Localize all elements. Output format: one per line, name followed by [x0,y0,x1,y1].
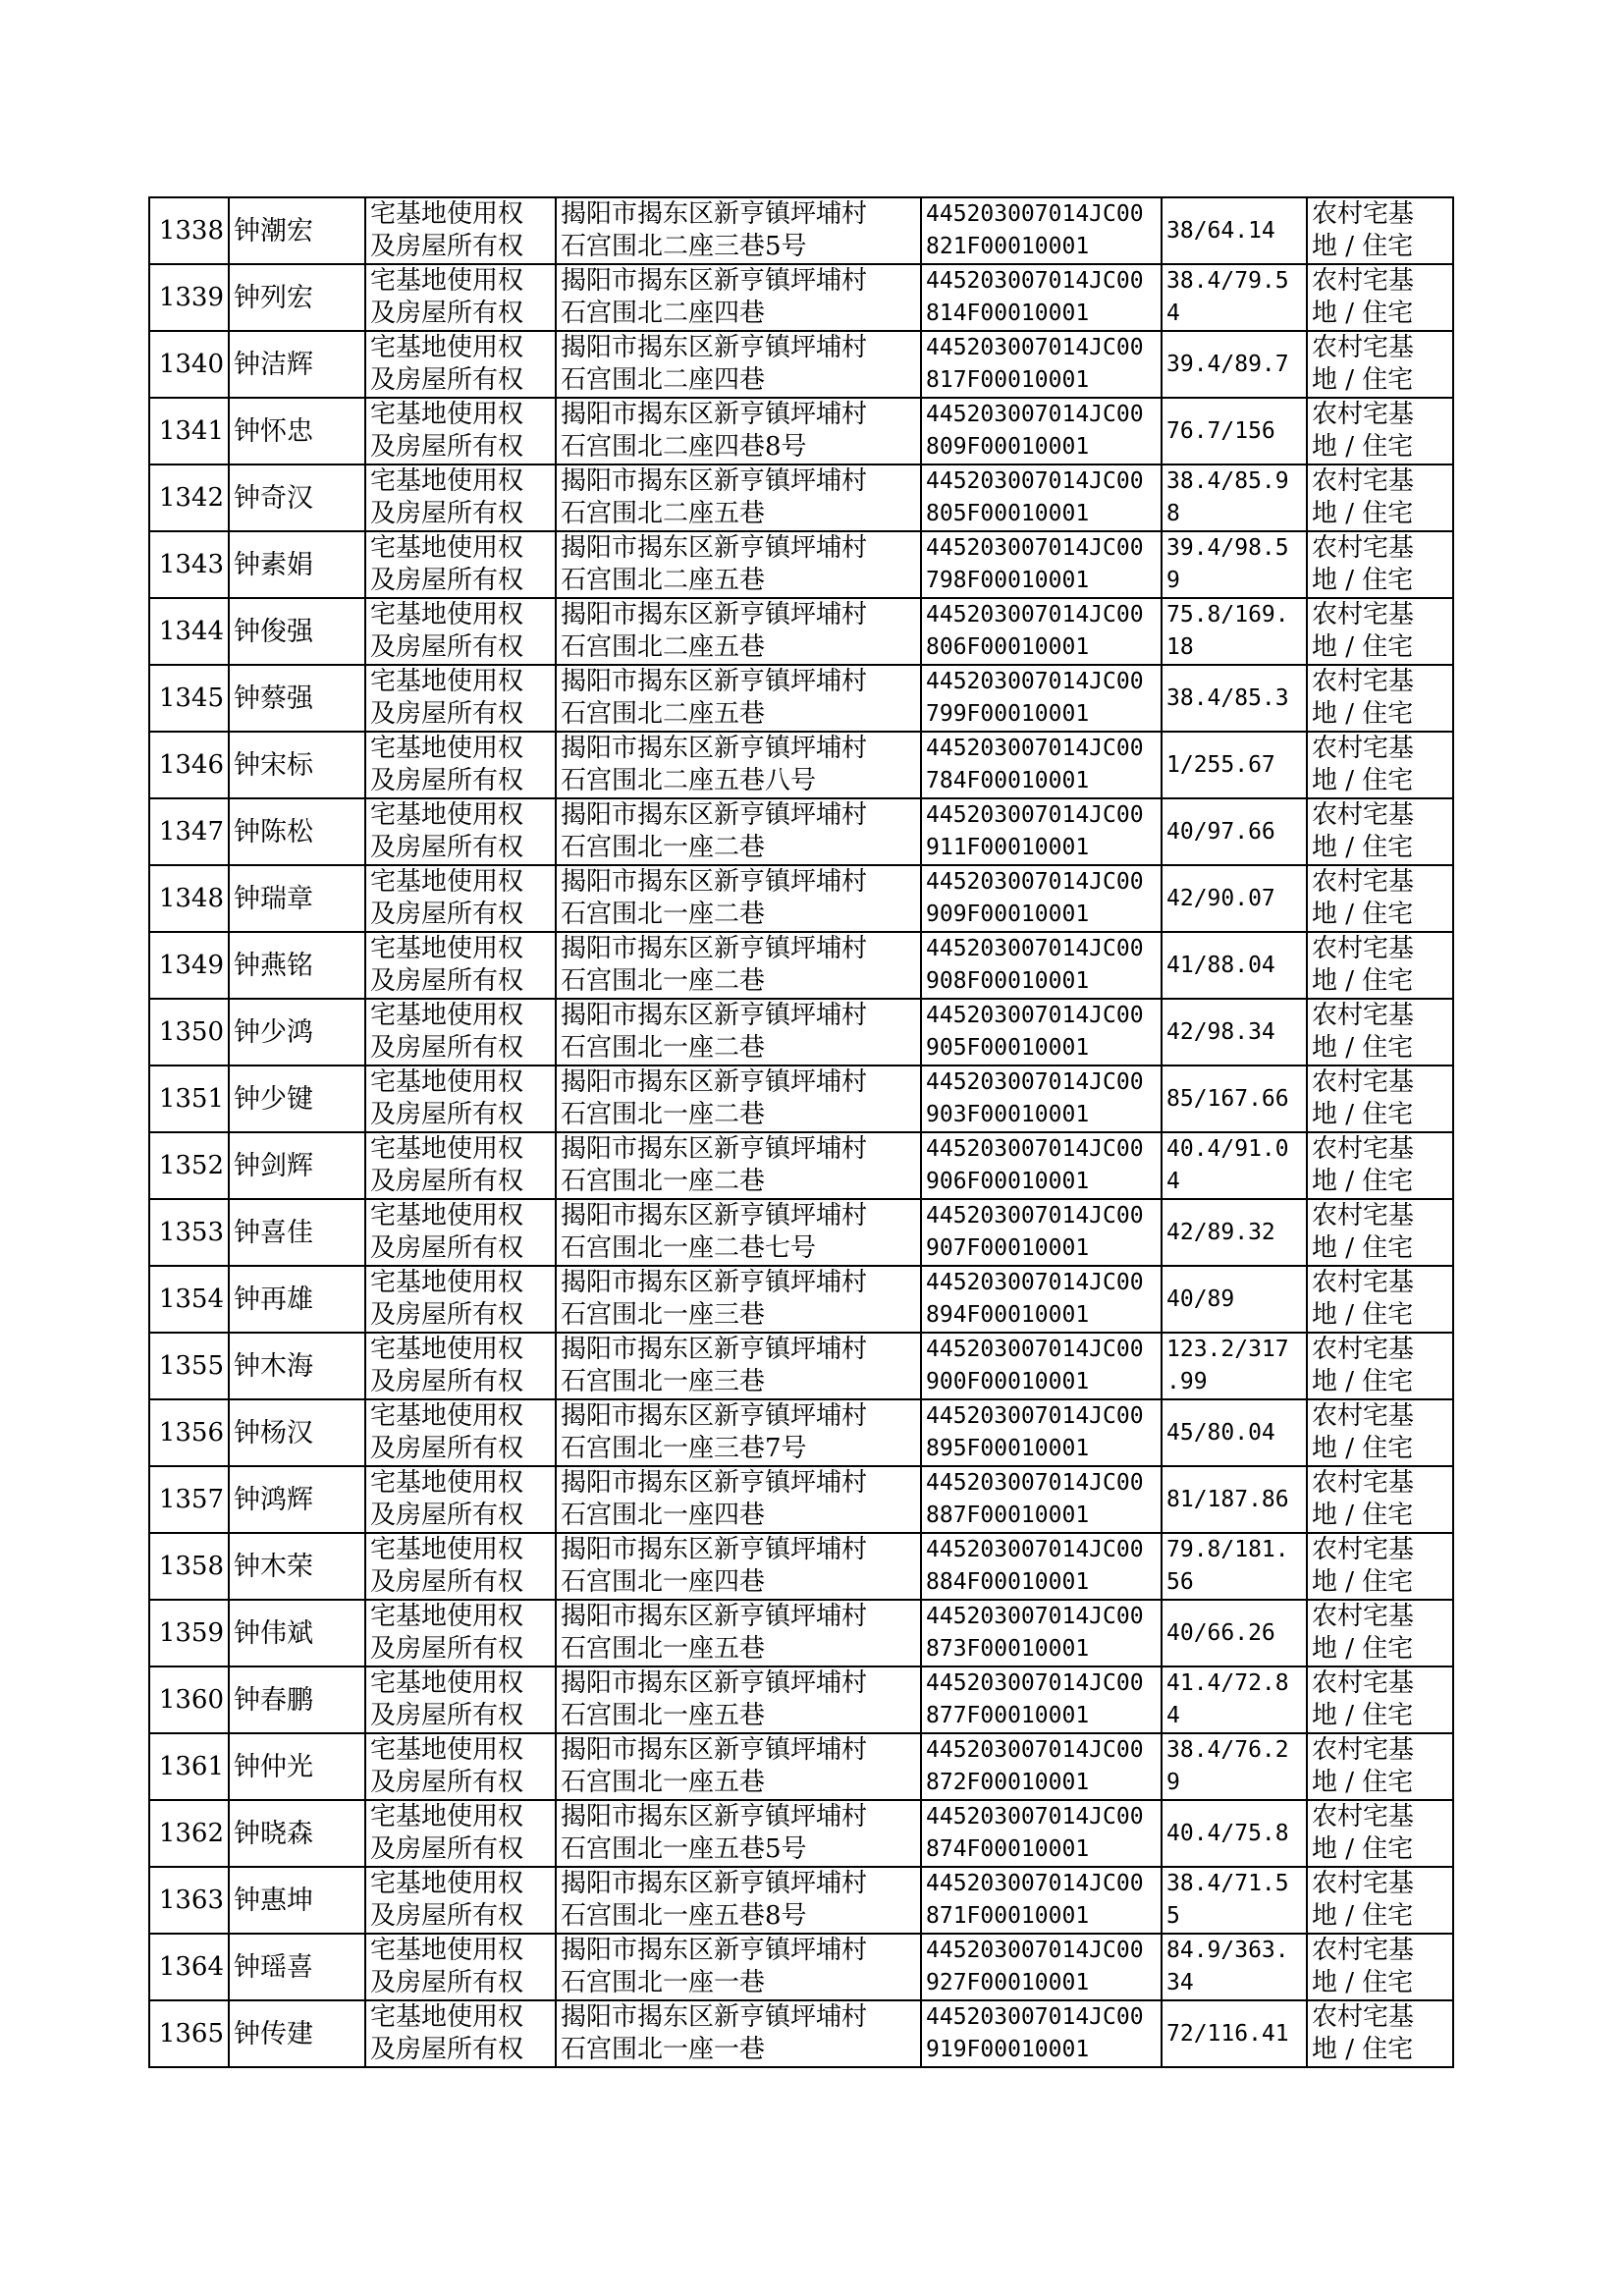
area-value-cell: 40/97.66 [1162,798,1307,865]
unit-code-cell: 445203007014JC00 919F00010001 [921,2000,1162,2067]
land-use-cell: 农村宅基 地 / 住宅 [1307,1466,1453,1533]
area-value-cell: 75.8/169. 18 [1162,598,1307,665]
owner-name-cell: 钟杨汉 [229,1399,365,1466]
owner-name-cell: 钟怀忠 [229,398,365,464]
land-use-cell: 农村宅基 地 / 住宅 [1307,1867,1453,1934]
property-address-cell: 揭阳市揭东区新亨镇坪埔村 石宫围北一座五巷 [556,1667,921,1733]
land-use-cell: 农村宅基 地 / 住宅 [1307,1934,1453,2000]
owner-name-cell: 钟潮宏 [229,197,365,264]
land-use-cell: 农村宅基 地 / 住宅 [1307,1600,1453,1667]
row-number-cell: 1338 [149,197,229,264]
property-address-cell: 揭阳市揭东区新亨镇坪埔村 石宫围北一座二巷 [556,1066,921,1132]
area-value-cell: 85/167.66 [1162,1066,1307,1132]
land-use-cell: 农村宅基 地 / 住宅 [1307,865,1453,932]
row-number-cell: 1349 [149,932,229,999]
unit-code-cell: 445203007014JC00 805F00010001 [921,464,1162,531]
table-row [149,1333,1453,1399]
area-value-cell: 76.7/156 [1162,398,1307,464]
unit-code-cell: 445203007014JC00 871F00010001 [921,1867,1162,1934]
right-type-cell: 宅基地使用权 及房屋所有权 [365,1333,556,1399]
right-type-cell: 宅基地使用权 及房屋所有权 [365,865,556,932]
right-type-cell: 宅基地使用权 及房屋所有权 [365,1533,556,1600]
row-number-cell: 1339 [149,264,229,331]
table-row [149,1667,1453,1733]
property-address-cell: 揭阳市揭东区新亨镇坪埔村 石宫围北一座一巷 [556,2000,921,2067]
row-number-cell: 1357 [149,1466,229,1533]
land-use-cell: 农村宅基 地 / 住宅 [1307,999,1453,1066]
right-type-cell: 宅基地使用权 及房屋所有权 [365,999,556,1066]
owner-name-cell: 钟惠坤 [229,1867,365,1934]
right-type-cell: 宅基地使用权 及房屋所有权 [365,197,556,264]
land-use-cell: 农村宅基 地 / 住宅 [1307,665,1453,732]
right-type-cell: 宅基地使用权 及房屋所有权 [365,1600,556,1667]
unit-code-cell: 445203007014JC00 817F00010001 [921,331,1162,398]
table-row [149,665,1453,732]
owner-name-cell: 钟传建 [229,2000,365,2067]
land-use-cell: 农村宅基 地 / 住宅 [1307,331,1453,398]
right-type-cell: 宅基地使用权 及房屋所有权 [365,1800,556,1867]
owner-name-cell: 钟木海 [229,1333,365,1399]
owner-name-cell: 钟俊强 [229,598,365,665]
property-address-cell: 揭阳市揭东区新亨镇坪埔村 石宫围北二座四巷8号 [556,398,921,464]
unit-code-cell: 445203007014JC00 906F00010001 [921,1132,1162,1199]
land-use-cell: 农村宅基 地 / 住宅 [1307,1066,1453,1132]
table-row [149,197,1453,264]
row-number-cell: 1348 [149,865,229,932]
right-type-cell: 宅基地使用权 及房屋所有权 [365,531,556,598]
owner-name-cell: 钟剑辉 [229,1132,365,1199]
owner-name-cell: 钟仲光 [229,1733,365,1800]
property-address-cell: 揭阳市揭东区新亨镇坪埔村 石宫围北二座五巷 [556,464,921,531]
property-address-cell: 揭阳市揭东区新亨镇坪埔村 石宫围北一座二巷 [556,1132,921,1199]
property-address-cell: 揭阳市揭东区新亨镇坪埔村 石宫围北一座二巷 [556,999,921,1066]
table-row [149,865,1453,932]
table-row [149,331,1453,398]
area-value-cell: 41.4/72.8 4 [1162,1667,1307,1733]
row-number-cell: 1360 [149,1667,229,1733]
registry-table-body [149,197,1453,2067]
right-type-cell: 宅基地使用权 及房屋所有权 [365,1266,556,1333]
area-value-cell: 45/80.04 [1162,1399,1307,1466]
row-number-cell: 1345 [149,665,229,732]
area-value-cell: 39.4/98.5 9 [1162,531,1307,598]
owner-name-cell: 钟素娟 [229,531,365,598]
property-address-cell: 揭阳市揭东区新亨镇坪埔村 石宫围北一座五巷5号 [556,1800,921,1867]
table-row [149,1533,1453,1600]
right-type-cell: 宅基地使用权 及房屋所有权 [365,1667,556,1733]
row-number-cell: 1365 [149,2000,229,2067]
right-type-cell: 宅基地使用权 及房屋所有权 [365,1867,556,1934]
property-address-cell: 揭阳市揭东区新亨镇坪埔村 石宫围北一座二巷 [556,932,921,999]
table-row [149,1867,1453,1934]
row-number-cell: 1353 [149,1199,229,1266]
area-value-cell: 42/89.32 [1162,1199,1307,1266]
property-address-cell: 揭阳市揭东区新亨镇坪埔村 石宫围北一座四巷 [556,1533,921,1600]
row-number-cell: 1344 [149,598,229,665]
right-type-cell: 宅基地使用权 及房屋所有权 [365,1466,556,1533]
area-value-cell: 123.2/317 .99 [1162,1333,1307,1399]
unit-code-cell: 445203007014JC00 895F00010001 [921,1399,1162,1466]
property-address-cell: 揭阳市揭东区新亨镇坪埔村 石宫围北一座三巷7号 [556,1399,921,1466]
area-value-cell: 42/98.34 [1162,999,1307,1066]
row-number-cell: 1363 [149,1867,229,1934]
right-type-cell: 宅基地使用权 及房屋所有权 [365,1132,556,1199]
land-use-cell: 农村宅基 地 / 住宅 [1307,598,1453,665]
owner-name-cell: 钟木荣 [229,1533,365,1600]
right-type-cell: 宅基地使用权 及房屋所有权 [365,798,556,865]
property-address-cell: 揭阳市揭东区新亨镇坪埔村 石宫围北一座五巷8号 [556,1867,921,1934]
land-use-cell: 农村宅基 地 / 住宅 [1307,1733,1453,1800]
property-address-cell: 揭阳市揭东区新亨镇坪埔村 石宫围北二座五巷 [556,598,921,665]
table-row [149,598,1453,665]
right-type-cell: 宅基地使用权 及房屋所有权 [365,665,556,732]
area-value-cell: 38.4/85.9 8 [1162,464,1307,531]
registry-table [148,196,1454,2068]
area-value-cell: 42/90.07 [1162,865,1307,932]
table-row [149,1800,1453,1867]
land-use-cell: 农村宅基 地 / 住宅 [1307,1800,1453,1867]
table-row [149,732,1453,798]
land-use-cell: 农村宅基 地 / 住宅 [1307,732,1453,798]
unit-code-cell: 445203007014JC00 798F00010001 [921,531,1162,598]
area-value-cell: 40/89 [1162,1266,1307,1333]
owner-name-cell: 钟陈松 [229,798,365,865]
area-value-cell: 84.9/363. 34 [1162,1934,1307,2000]
property-address-cell: 揭阳市揭东区新亨镇坪埔村 石宫围北二座四巷 [556,264,921,331]
area-value-cell: 40.4/75.8 [1162,1800,1307,1867]
unit-code-cell: 445203007014JC00 873F00010001 [921,1600,1162,1667]
right-type-cell: 宅基地使用权 及房屋所有权 [365,1934,556,2000]
row-number-cell: 1342 [149,464,229,531]
unit-code-cell: 445203007014JC00 809F00010001 [921,398,1162,464]
table-row [149,464,1453,531]
owner-name-cell: 钟瑶喜 [229,1934,365,2000]
area-value-cell: 41/88.04 [1162,932,1307,999]
unit-code-cell: 445203007014JC00 909F00010001 [921,865,1162,932]
property-address-cell: 揭阳市揭东区新亨镇坪埔村 石宫围北一座二巷七号 [556,1199,921,1266]
land-use-cell: 农村宅基 地 / 住宅 [1307,798,1453,865]
area-value-cell: 38.4/79.5 4 [1162,264,1307,331]
area-value-cell: 1/255.67 [1162,732,1307,798]
row-number-cell: 1351 [149,1066,229,1132]
row-number-cell: 1347 [149,798,229,865]
land-use-cell: 农村宅基 地 / 住宅 [1307,197,1453,264]
table-row [149,1132,1453,1199]
table-row [149,1399,1453,1466]
table-row [149,398,1453,464]
property-address-cell: 揭阳市揭东区新亨镇坪埔村 石宫围北二座五巷 [556,665,921,732]
land-use-cell: 农村宅基 地 / 住宅 [1307,531,1453,598]
unit-code-cell: 445203007014JC00 927F00010001 [921,1934,1162,2000]
unit-code-cell: 445203007014JC00 911F00010001 [921,798,1162,865]
land-use-cell: 农村宅基 地 / 住宅 [1307,1533,1453,1600]
table-row [149,1199,1453,1266]
row-number-cell: 1354 [149,1266,229,1333]
area-value-cell: 38.4/85.3 [1162,665,1307,732]
owner-name-cell: 钟瑞章 [229,865,365,932]
table-row [149,531,1453,598]
table-row [149,1066,1453,1132]
owner-name-cell: 钟春鹏 [229,1667,365,1733]
property-address-cell: 揭阳市揭东区新亨镇坪埔村 石宫围北一座三巷 [556,1266,921,1333]
unit-code-cell: 445203007014JC00 903F00010001 [921,1066,1162,1132]
table-row [149,932,1453,999]
land-use-cell: 农村宅基 地 / 住宅 [1307,1266,1453,1333]
unit-code-cell: 445203007014JC00 905F00010001 [921,999,1162,1066]
property-address-cell: 揭阳市揭东区新亨镇坪埔村 石宫围北二座五巷 [556,531,921,598]
unit-code-cell: 445203007014JC00 908F00010001 [921,932,1162,999]
right-type-cell: 宅基地使用权 及房屋所有权 [365,331,556,398]
owner-name-cell: 钟列宏 [229,264,365,331]
unit-code-cell: 445203007014JC00 900F00010001 [921,1333,1162,1399]
unit-code-cell: 445203007014JC00 799F00010001 [921,665,1162,732]
property-address-cell: 揭阳市揭东区新亨镇坪埔村 石宫围北二座三巷5号 [556,197,921,264]
row-number-cell: 1362 [149,1800,229,1867]
area-value-cell: 39.4/89.7 [1162,331,1307,398]
area-value-cell: 38.4/71.5 5 [1162,1867,1307,1934]
row-number-cell: 1361 [149,1733,229,1800]
land-use-cell: 农村宅基 地 / 住宅 [1307,398,1453,464]
area-value-cell: 38.4/76.2 9 [1162,1733,1307,1800]
owner-name-cell: 钟少键 [229,1066,365,1132]
unit-code-cell: 445203007014JC00 874F00010001 [921,1800,1162,1867]
row-number-cell: 1350 [149,999,229,1066]
area-value-cell: 40/66.26 [1162,1600,1307,1667]
table-row [149,1466,1453,1533]
row-number-cell: 1341 [149,398,229,464]
area-value-cell: 72/116.41 [1162,2000,1307,2067]
land-use-cell: 农村宅基 地 / 住宅 [1307,932,1453,999]
land-use-cell: 农村宅基 地 / 住宅 [1307,1399,1453,1466]
right-type-cell: 宅基地使用权 及房屋所有权 [365,1199,556,1266]
table-row [149,1266,1453,1333]
owner-name-cell: 钟鸿辉 [229,1466,365,1533]
land-use-cell: 农村宅基 地 / 住宅 [1307,1667,1453,1733]
property-address-cell: 揭阳市揭东区新亨镇坪埔村 石宫围北一座五巷 [556,1600,921,1667]
property-address-cell: 揭阳市揭东区新亨镇坪埔村 石宫围北一座二巷 [556,798,921,865]
owner-name-cell: 钟伟斌 [229,1600,365,1667]
table-row [149,1733,1453,1800]
right-type-cell: 宅基地使用权 及房屋所有权 [365,932,556,999]
unit-code-cell: 445203007014JC00 784F00010001 [921,732,1162,798]
right-type-cell: 宅基地使用权 及房屋所有权 [365,732,556,798]
unit-code-cell: 445203007014JC00 806F00010001 [921,598,1162,665]
row-number-cell: 1340 [149,331,229,398]
unit-code-cell: 445203007014JC00 907F00010001 [921,1199,1162,1266]
property-address-cell: 揭阳市揭东区新亨镇坪埔村 石宫围北二座五巷八号 [556,732,921,798]
owner-name-cell: 钟喜佳 [229,1199,365,1266]
owner-name-cell: 钟奇汉 [229,464,365,531]
table-row [149,798,1453,865]
owner-name-cell: 钟宋标 [229,732,365,798]
owner-name-cell: 钟洁辉 [229,331,365,398]
unit-code-cell: 445203007014JC00 821F00010001 [921,197,1162,264]
unit-code-cell: 445203007014JC00 884F00010001 [921,1533,1162,1600]
land-use-cell: 农村宅基 地 / 住宅 [1307,264,1453,331]
right-type-cell: 宅基地使用权 及房屋所有权 [365,1066,556,1132]
area-value-cell: 40.4/91.0 4 [1162,1132,1307,1199]
table-row [149,264,1453,331]
owner-name-cell: 钟蔡强 [229,665,365,732]
land-use-cell: 农村宅基 地 / 住宅 [1307,2000,1453,2067]
table-row [149,1934,1453,2000]
right-type-cell: 宅基地使用权 及房屋所有权 [365,1733,556,1800]
unit-code-cell: 445203007014JC00 877F00010001 [921,1667,1162,1733]
owner-name-cell: 钟少鸿 [229,999,365,1066]
owner-name-cell: 钟再雄 [229,1266,365,1333]
right-type-cell: 宅基地使用权 及房屋所有权 [365,1399,556,1466]
land-use-cell: 农村宅基 地 / 住宅 [1307,1199,1453,1266]
right-type-cell: 宅基地使用权 及房屋所有权 [365,2000,556,2067]
right-type-cell: 宅基地使用权 及房屋所有权 [365,398,556,464]
unit-code-cell: 445203007014JC00 872F00010001 [921,1733,1162,1800]
row-number-cell: 1346 [149,732,229,798]
owner-name-cell: 钟晓森 [229,1800,365,1867]
row-number-cell: 1355 [149,1333,229,1399]
row-number-cell: 1356 [149,1399,229,1466]
area-value-cell: 81/187.86 [1162,1466,1307,1533]
property-address-cell: 揭阳市揭东区新亨镇坪埔村 石宫围北一座二巷 [556,865,921,932]
table-row [149,1600,1453,1667]
table-row [149,999,1453,1066]
row-number-cell: 1352 [149,1132,229,1199]
unit-code-cell: 445203007014JC00 814F00010001 [921,264,1162,331]
property-address-cell: 揭阳市揭东区新亨镇坪埔村 石宫围北一座五巷 [556,1733,921,1800]
row-number-cell: 1364 [149,1934,229,2000]
row-number-cell: 1358 [149,1533,229,1600]
owner-name-cell: 钟燕铭 [229,932,365,999]
row-number-cell: 1359 [149,1600,229,1667]
right-type-cell: 宅基地使用权 及房屋所有权 [365,464,556,531]
property-address-cell: 揭阳市揭东区新亨镇坪埔村 石宫围北一座三巷 [556,1333,921,1399]
table-row [149,2000,1453,2067]
property-address-cell: 揭阳市揭东区新亨镇坪埔村 石宫围北一座一巷 [556,1934,921,2000]
area-value-cell: 79.8/181. 56 [1162,1533,1307,1600]
land-use-cell: 农村宅基 地 / 住宅 [1307,1132,1453,1199]
land-use-cell: 农村宅基 地 / 住宅 [1307,464,1453,531]
land-use-cell: 农村宅基 地 / 住宅 [1307,1333,1453,1399]
unit-code-cell: 445203007014JC00 894F00010001 [921,1266,1162,1333]
area-value-cell: 38/64.14 [1162,197,1307,264]
unit-code-cell: 445203007014JC00 887F00010001 [921,1466,1162,1533]
right-type-cell: 宅基地使用权 及房屋所有权 [365,598,556,665]
property-address-cell: 揭阳市揭东区新亨镇坪埔村 石宫围北一座四巷 [556,1466,921,1533]
right-type-cell: 宅基地使用权 及房屋所有权 [365,264,556,331]
property-address-cell: 揭阳市揭东区新亨镇坪埔村 石宫围北二座四巷 [556,331,921,398]
row-number-cell: 1343 [149,531,229,598]
